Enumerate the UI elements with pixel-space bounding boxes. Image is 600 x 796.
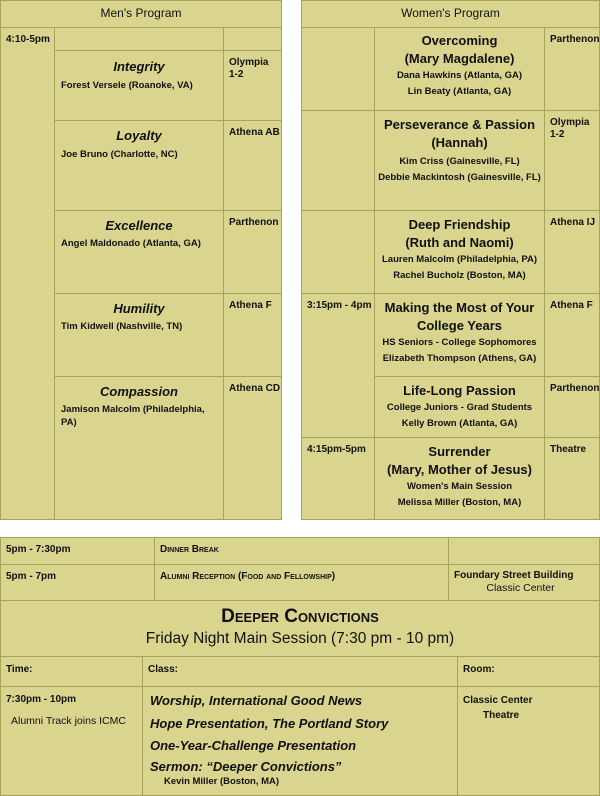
mens-session-excellence [54,210,224,294]
alumni-time: 5pm - 7pm [0,564,155,601]
mens-room-compassion: Athena CD [223,376,282,520]
mens-blank-cell [54,27,224,51]
col-time-header: Time: [0,656,143,687]
alumni-room-line2: Classic Center [486,582,555,594]
womens-session-overcoming [374,27,545,111]
womens-time-cell: 4:15pm-5pm [301,437,375,520]
main-session-room-line1: Classic Center [463,695,533,706]
session-speaker: Melissa Miller (Boston, MA) [397,497,522,508]
mens-session-compassion [54,376,224,520]
session-subtitle: (Ruth and Naomi) [405,235,514,250]
session-title: Life-Long Passion [403,383,516,398]
session-title: Excellence [105,218,173,233]
session-speaker: Jamison Malcolm (Philadelphia, PA) [61,404,205,428]
womens-session-surrender [374,437,545,520]
col-room-header: Room: [457,656,600,687]
session-audience: HS Seniors - College Sophomores [382,337,537,348]
alumni-room-line1: Foundary Street Building [454,570,574,581]
session-audience: Women's Main Session [406,481,513,492]
session-speaker: Rachel Bucholz (Boston, MA) [393,270,526,281]
session-speaker: Lin Beaty (Atlanta, GA) [407,86,512,97]
session-speaker: Kelly Brown (Atlanta, GA) [401,418,518,429]
session-title: Making the Most of Your [384,300,535,315]
main-session-title: Deeper Convictions [221,606,379,627]
main-session-time-note: Alumni Track joins ICMC [11,715,126,727]
mens-room-integrity: Olympia 1-2 [223,50,282,121]
session-subtitle: College Years [416,318,503,333]
mens-time-cell: 4:10-5pm [0,27,55,520]
session-title: Humility [113,301,165,316]
womens-room-deep-friendship: Athena IJ [544,210,600,294]
main-session-time: 7:30pm - 10pm [6,694,77,705]
main-session-speaker: Kevin Miller (Boston, MA) [164,775,280,787]
womens-time-cell [301,210,375,294]
main-session-title-block [0,600,600,657]
womens-room-perseverance: Olympia 1-2 [544,110,600,211]
mens-program-header: Men's Program [0,0,282,28]
session-title: Deep Friendship [408,217,511,232]
main-session-class-cell [142,686,458,796]
main-session-item: Worship, International Good News [150,693,363,708]
dinner-room [448,537,600,565]
session-speaker: Elizabeth Thompson (Athens, GA) [382,353,537,364]
session-title: Surrender [428,444,491,459]
mens-session-loyalty [54,120,224,211]
alumni-label: Alumni Reception (Food and Fellowship) [154,564,449,601]
alumni-room [448,564,600,601]
session-title: Loyalty [116,128,162,143]
session-speaker: Tim Kidwell (Nashville, TN) [61,321,183,332]
womens-room-college-years: Athena F [544,293,600,377]
womens-time-cell: 3:15pm - 4pm [301,293,375,438]
session-audience: College Juniors - Grad Students [386,402,533,413]
session-speaker: Joe Bruno (Charlotte, NC) [61,149,178,160]
mens-session-integrity [54,50,224,121]
dinner-label: Dinner Break [154,537,449,565]
session-speaker: Kim Criss (Gainesville, FL) [399,156,520,167]
mens-room-loyalty: Athena AB [223,120,282,211]
session-subtitle: (Mary Magdalene) [404,51,515,66]
main-session-subtitle: Friday Night Main Session (7:30 pm - 10 pm) [145,630,455,647]
session-title: Integrity [113,59,165,74]
womens-time-cell [301,110,375,211]
womens-room-surrender: Theatre [544,437,600,520]
session-subtitle: (Mary, Mother of Jesus) [387,462,532,477]
session-speaker: Lauren Malcolm (Philadelphia, PA) [381,254,537,265]
session-speaker: Dana Hawkins (Atlanta, GA) [396,70,523,81]
col-class-header: Class: [142,656,458,687]
womens-time-cell [301,27,375,111]
womens-session-college-years [374,293,545,377]
womens-room-overcoming: Parthenon [544,27,600,111]
womens-session-life-long-passion [374,376,545,438]
womens-session-deep-friendship [374,210,545,294]
session-title: Overcoming [421,33,498,48]
womens-session-perseverance [374,110,545,211]
main-session-item: Hope Presentation, The Portland Story [150,715,389,731]
session-speaker: Angel Maldonado (Atlanta, GA) [61,238,201,249]
main-session-item: Sermon: “Deeper Convictions” [150,758,342,774]
main-session-time-cell [0,686,143,796]
main-session-item: One-Year-Challenge Presentation [150,738,357,753]
mens-room-excellence: Parthenon [223,210,282,294]
main-session-room-line2: Theatre [483,710,520,721]
session-title: Perseverance & Passion [383,117,536,132]
session-subtitle: (Hannah) [431,135,488,150]
session-speaker: Debbie Mackintosh (Gainesville, FL) [378,172,541,183]
dinner-time: 5pm - 7:30pm [0,537,155,565]
session-speaker: Forest Versele (Roanoke, VA) [61,80,193,91]
main-session-room-cell [457,686,600,796]
womens-program-header: Women's Program [301,0,600,28]
womens-room-life-long-passion: Parthenon [544,376,600,438]
mens-blank-room-cell [223,27,282,51]
mens-room-humility: Athena F [223,293,282,377]
session-title: Compassion [99,384,178,399]
mens-session-humility [54,293,224,377]
